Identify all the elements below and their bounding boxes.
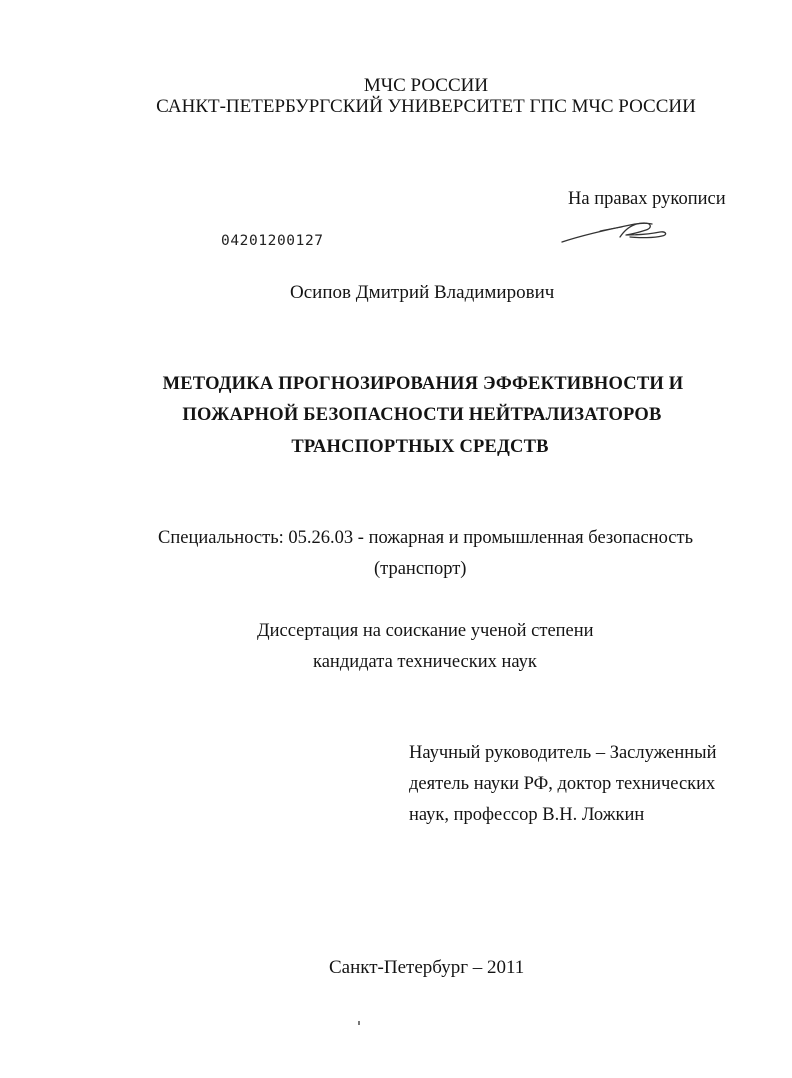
dissertation-title-line: ТРАНСПОРТНЫХ СРЕДСТВ — [291, 437, 549, 457]
scan-speck — [358, 1021, 360, 1025]
supervisor-line: деятель науки РФ, доктор технических — [409, 774, 716, 794]
registration-number: 04201200127 — [221, 233, 324, 249]
dissertation-title-line: ПОЖАРНОЙ БЕЗОПАСНОСТИ НЕЙТРАЛИЗАТОРОВ — [182, 405, 662, 425]
supervisor-line: Научный руководитель – Заслуженный — [409, 743, 717, 763]
specialty-line: Специальность: 05.26.03 - пожарная и промышленная безопасность — [158, 528, 694, 548]
degree-line: Диссертация на соискание ученой степени — [257, 621, 594, 641]
manuscript-note: На правах рукописи — [568, 189, 726, 209]
dissertation-title-line: МЕТОДИКА ПРОГНОЗИРОВАНИЯ ЭФФЕКТИВНОСТИ И — [162, 374, 684, 394]
author-name: Осипов Дмитрий Владимирович — [290, 282, 555, 303]
supervisor-line: наук, профессор В.Н. Ложкин — [409, 805, 645, 825]
handwritten-signature-icon — [560, 214, 670, 250]
ministry-heading: МЧС РОССИИ — [363, 75, 489, 96]
place-and-year: Санкт-Петербург – 2011 — [329, 957, 525, 978]
university-heading: САНКТ-ПЕТЕРБУРГСКИЙ УНИВЕРСИТЕТ ГПС МЧС РОССИИ — [156, 96, 696, 117]
degree-line: кандидата технических наук — [313, 652, 537, 672]
specialty-line: (транспорт) — [374, 559, 467, 579]
